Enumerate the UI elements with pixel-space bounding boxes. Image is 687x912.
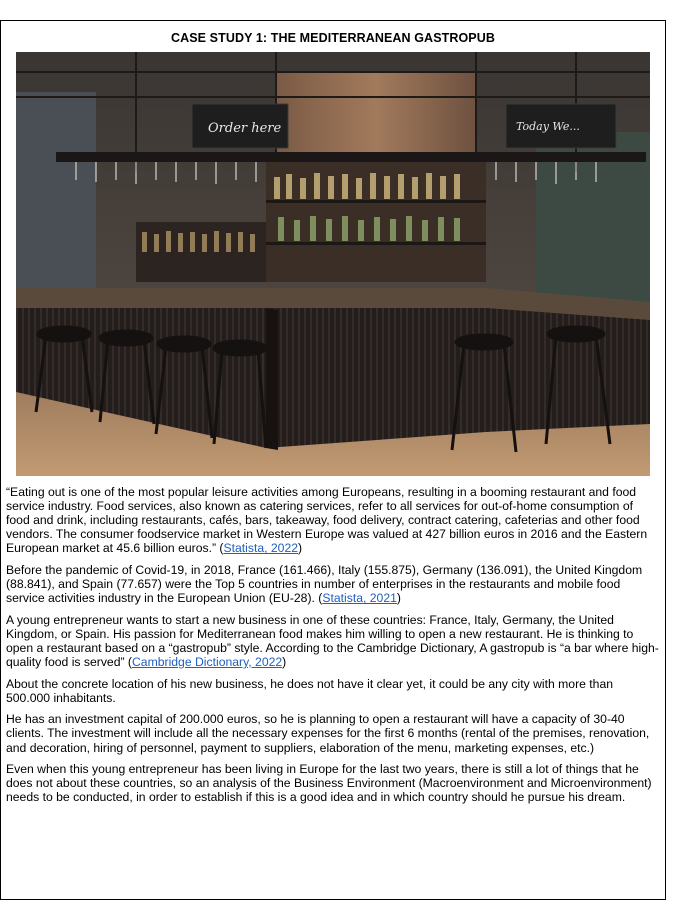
gastropub-bar-photo xyxy=(16,52,650,476)
paragraph-1-text: “Eating out is one of the most popular leisure activities among Europeans, resulting in a booming restaurant and food service industry. Food services, also known as catering services, refer to all services for out-of-home consumption of food and drink, including restaurants, cafés, bars, takeaway, food delivery, contract catering, cafeterias and other food vendors. The consumer foodservice market in Western Europe was valued at 427 billion euros in 2016 and the Eastern European market at 45.6 billion euros.” ( xyxy=(6,485,648,556)
menu-board-sign: Today We... xyxy=(516,120,580,133)
paragraph-2 xyxy=(6,563,660,605)
paragraph-3 xyxy=(6,613,660,669)
paragraph-3-text: A young entrepreneur wants to start a new business in one of these countries: France, Italy, Germany, the United Kingdom, or Spain. His passion for Mediterranean food makes him willing to open a new restaurant. He is thinking to open a restaurant based on a “gastropub” style. According to the Cambridge Dictionary, A gastropub is “a bar where high-quality food is served” ( xyxy=(6,612,659,670)
citation-link-statista-2022[interactable]: Statista, 2022 xyxy=(223,541,298,556)
paragraph-4 xyxy=(6,677,660,705)
paragraph-5 xyxy=(6,712,660,754)
paragraph-4-text: About the concrete location of his new business, he does not have it clear yet, it could be any city with more than 500.000 inhabitants. xyxy=(6,676,614,705)
case-study-title: CASE STUDY 1: THE MEDITERRANEAN GASTROPUB xyxy=(170,31,496,45)
paragraph-2-after: ) xyxy=(396,591,401,606)
paragraph-6 xyxy=(6,762,660,804)
paragraph-5-text: He has an investment capital of 200.000 euros, so he is planning to open a restaurant will have a capacity of 30-40 clients. The investment will include all the necessary expenses for the first 6 months (rental of the premises, renovation, and decoration, hiring of personnel, payment to suppliers, elaboration of the menu, marketing expenses, etc.) xyxy=(6,712,650,755)
paragraph-1-after: ) xyxy=(298,541,303,556)
paragraph-3-after: ) xyxy=(282,655,287,670)
paragraph-2-text: Before the pandemic of Covid-19, in 2018, France (161.466), Italy (155.875), Germany (136.091), the United Kingdom (88.841), and Spain (77.657) were the Top 5 countries in number of enterprises in the restaurants and mobile food service activities industry in the European Union (EU-28). ( xyxy=(6,562,643,606)
paragraph-6-text: Even when this young entrepreneur has been living in Europe for the last two years, there is still a lot of things that he does not about these countries, so an analysis of the Business Environment (Macroenvironment and Microenvironment) needs to be conducted, in order to establish if this is a good idea and in which country should he pursue his dream. xyxy=(6,762,652,805)
paragraph-1 xyxy=(6,485,660,555)
body-text xyxy=(6,485,660,812)
citation-link-statista-2021[interactable]: Statista, 2021 xyxy=(322,591,397,606)
order-here-sign: Order here xyxy=(208,121,282,136)
citation-link-cambridge-dictionary[interactable]: Cambridge Dictionary, 2022 xyxy=(132,655,283,670)
